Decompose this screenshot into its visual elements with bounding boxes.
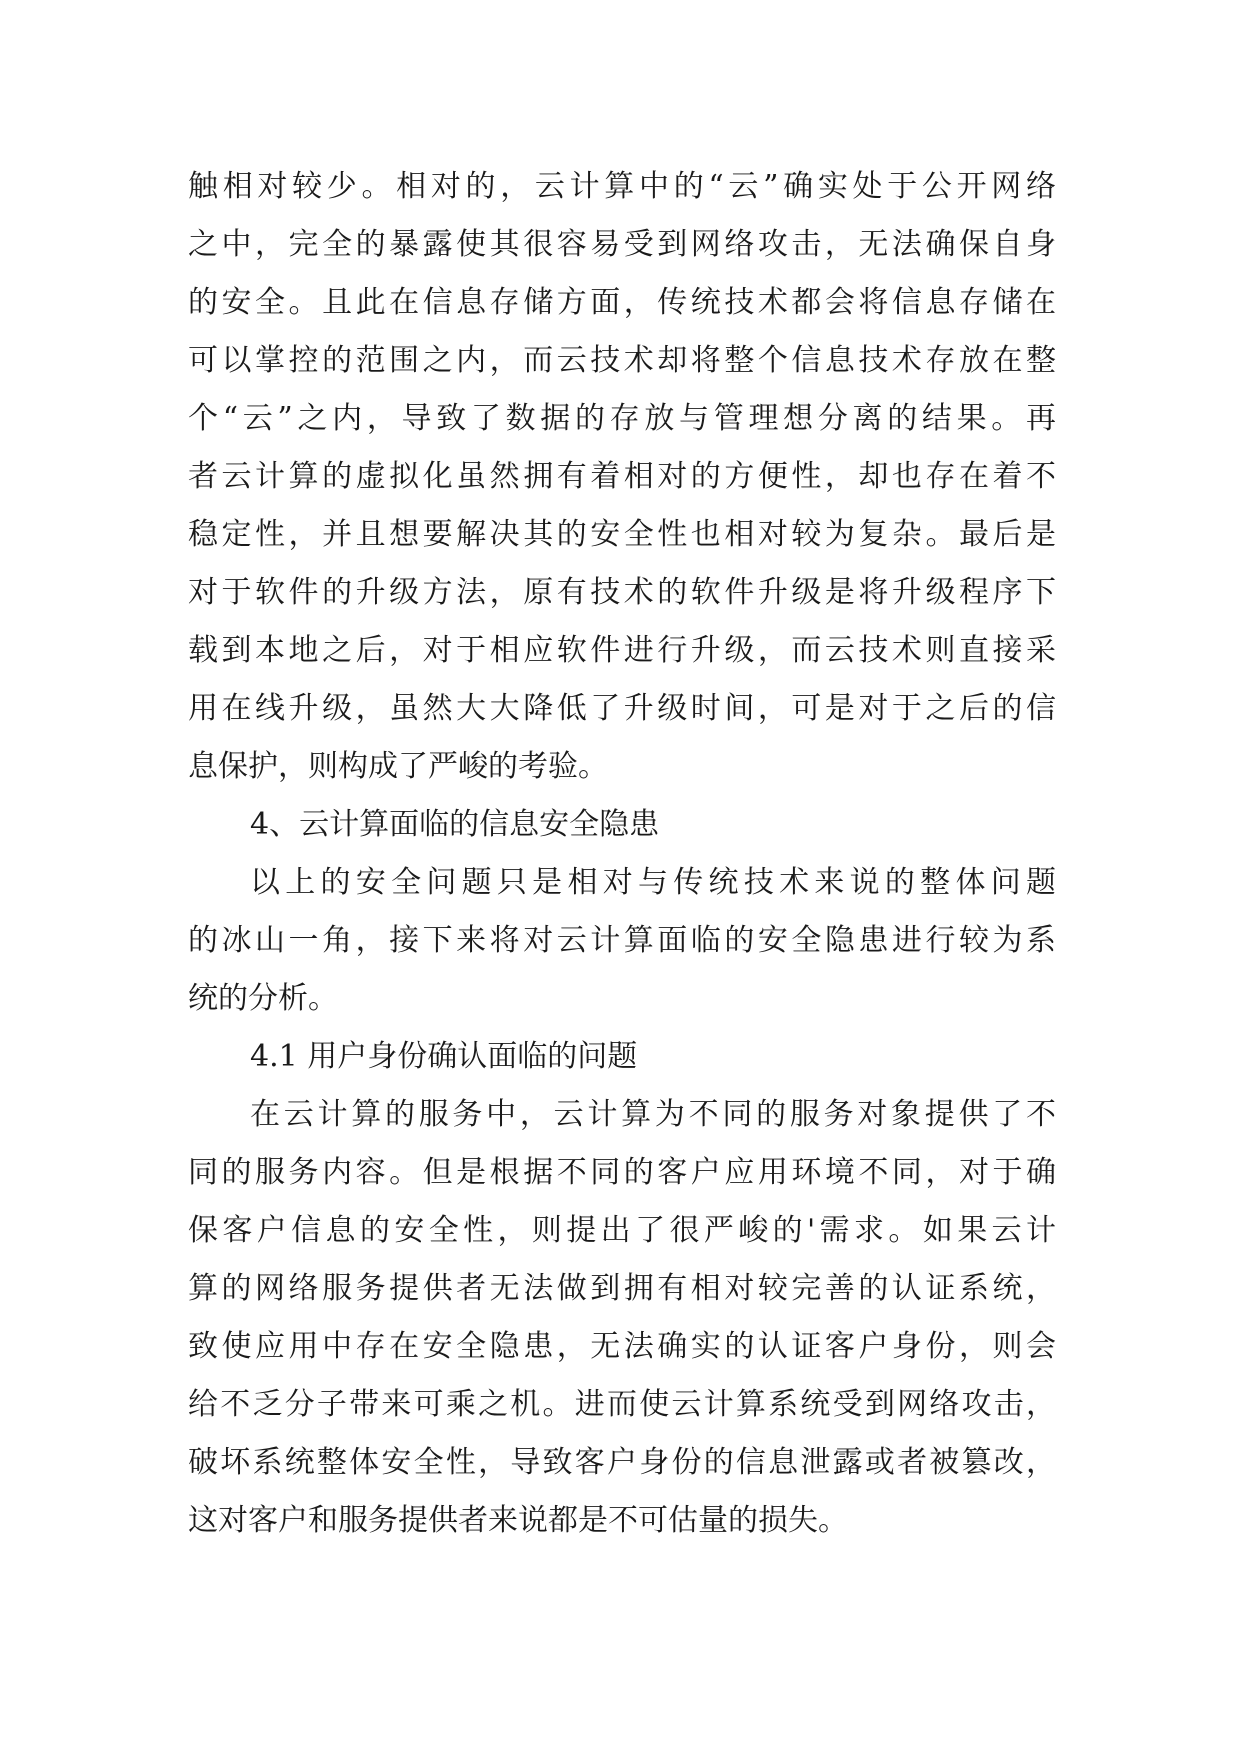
text-line: 息保护，则构成了严峻的考验。 (188, 749, 608, 784)
section-heading: 4、云计算面临的信息安全隐患 (250, 807, 660, 842)
text-line: 稳定性，并且想要解决其的安全性也相对较为复杂。最后是 (188, 517, 1056, 552)
text-line: 在云计算的服务中，云计算为不同的服务对象提供了不 (250, 1097, 1056, 1132)
text-line: 这对客户和服务提供者来说都是不可估量的损失。 (188, 1503, 848, 1538)
text-line: 同的服务内容。但是根据不同的客户应用环境不同，对于确 (188, 1155, 1056, 1190)
text-line: 个“云”之内，导致了数据的存放与管理想分离的结果。再 (188, 401, 1056, 436)
text-line: 载到本地之后，对于相应软件进行升级，而云技术则直接采 (188, 633, 1056, 668)
text-line: 破坏系统整体安全性，导致客户身份的信息泄露或者被篡改， (188, 1445, 1056, 1480)
text-line: 致使应用中存在安全隐患，无法确实的认证客户身份，则会 (188, 1329, 1056, 1364)
text-line: 算的网络服务提供者无法做到拥有相对较完善的认证系统， (188, 1271, 1056, 1306)
text-line: 之中，完全的暴露使其很容易受到网络攻击，无法确保自身 (188, 227, 1056, 262)
text-line: 可以掌控的范围之内，而云技术却将整个信息技术存放在整 (188, 343, 1056, 378)
text-line: 的冰山一角，接下来将对云计算面临的安全隐患进行较为系 (188, 923, 1056, 958)
text-line: 统的分析。 (188, 981, 338, 1016)
text-line: 对于软件的升级方法，原有技术的软件升级是将升级程序下 (188, 575, 1056, 610)
text-line: 用在线升级，虽然大大降低了升级时间，可是对于之后的信 (188, 691, 1056, 726)
subsection-heading: 4.1 用户身份确认面临的问题 (250, 1039, 638, 1074)
text-line: 者云计算的虚拟化虽然拥有着相对的方便性，却也存在着不 (188, 459, 1056, 494)
text-line: 保客户信息的安全性，则提出了很严峻的'需求。如果云计 (188, 1213, 1056, 1248)
text-line: 的安全。且此在信息存储方面，传统技术都会将信息存储在 (188, 285, 1056, 320)
text-line: 给不乏分子带来可乘之机。进而使云计算系统受到网络攻击， (188, 1387, 1056, 1422)
document-page (188, 158, 1056, 1550)
text-line: 触相对较少。相对的，云计算中的“云”确实处于公开网络 (188, 169, 1056, 204)
text-line: 以上的安全问题只是相对与传统技术来说的整体问题 (250, 865, 1056, 900)
